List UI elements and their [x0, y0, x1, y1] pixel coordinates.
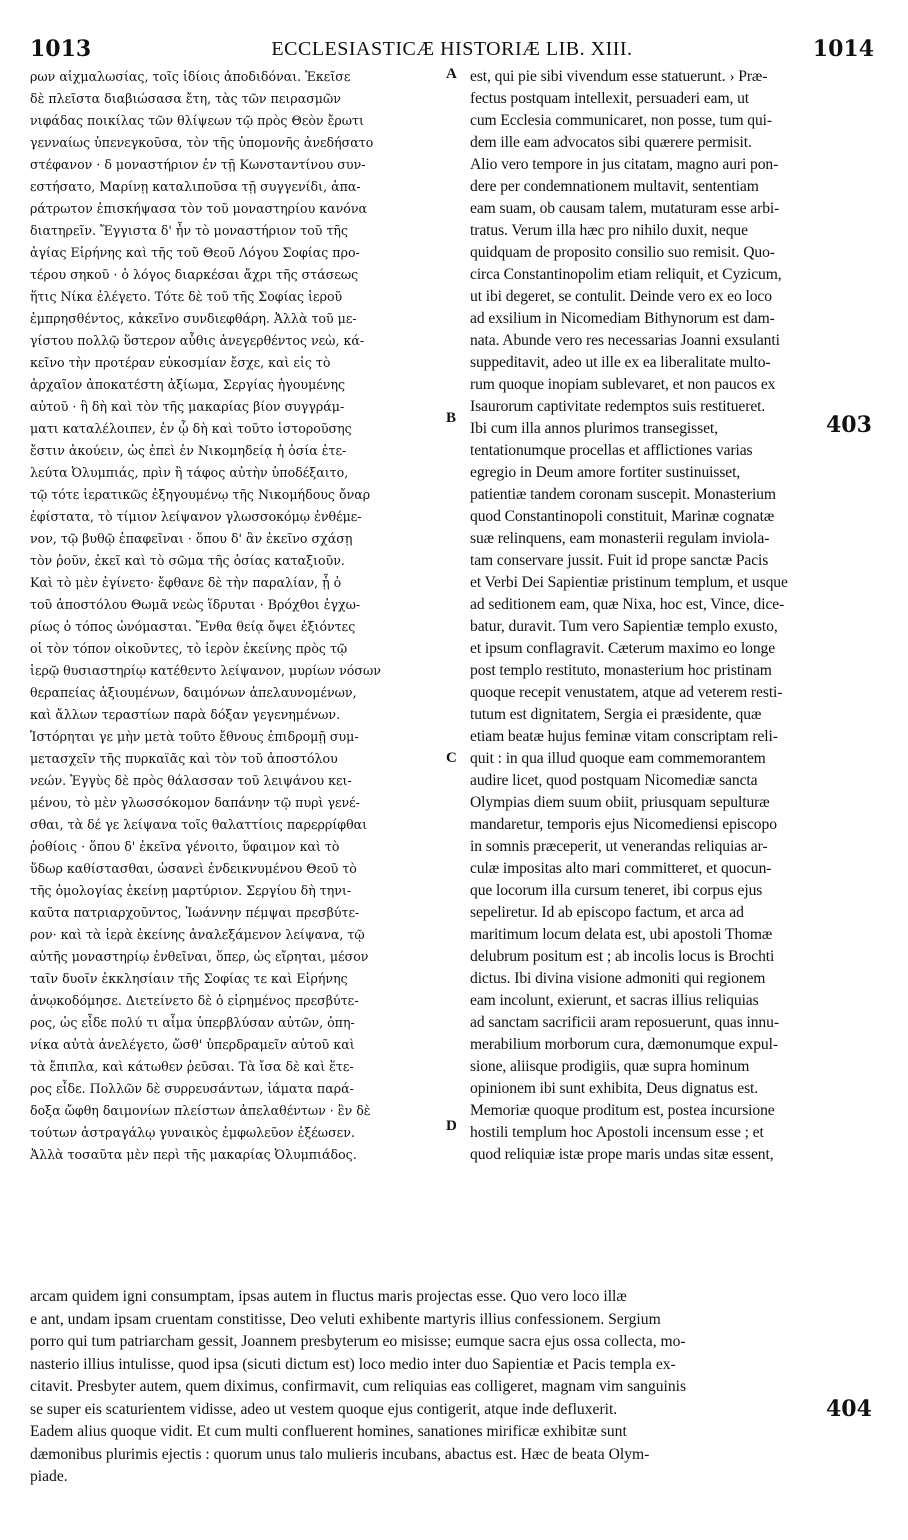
latin-text-line: eam suam, ob causam talem, mutaturam esse arbi-: [470, 200, 780, 217]
latin-text-line: tratus. Verum illa hæc pro nihilo duxit, neque: [470, 222, 748, 239]
latin-text-line: suppeditavit, adeo ut ille ex ea liberalitate multo-: [470, 354, 771, 371]
greek-text-line: ρος, ὡς εἶδε πολύ τι αἷμα ὑπερβλύσαν αὐτῶν, ὁπη-: [30, 1015, 355, 1030]
margin-marker-d: D: [446, 1118, 457, 1134]
latin-text-line: se super eis scaturientem vidisse, adeo ut vestem quoque ejus contigerit, atque inde defluxerit.: [30, 1400, 618, 1418]
latin-text-line: dem ille eam advocatos sibi quærere permisit.: [470, 134, 752, 151]
greek-text-line: λεύτα Ὀλυμπιάς, πρὶν ἢ τάφος αὐτὴν ὑποδέξαιτο,: [30, 465, 349, 480]
latin-text-line: Eadem alius quoque vidit. Et cum multi confluerent homines, sanationes mirificæ exhibitæ sunt: [30, 1423, 627, 1440]
latin-text-line: opinionem ibi sunt exhibita, Deus dignatus est.: [470, 1080, 759, 1097]
latin-column: [470, 66, 880, 1166]
latin-text-line: in somnis præceperit, ut venerandas reliquias ar-: [470, 838, 768, 855]
greek-text-line: ἐφίστατα, τὸ τίμιον λείψανον γλωσσοκόμῳ ἐνθέμε-: [30, 509, 362, 524]
greek-text-line: Ἀλλὰ τοσαῦτα μὲν περὶ τῆς μακαρίας Ὀλυμπιάδος.: [30, 1147, 357, 1162]
greek-text-line: αὐτῆς μοναστηρίῳ ἐνθεῖναι, ὅπερ, ὡς εἴρηται, μέσον: [30, 949, 369, 964]
latin-text-line: merabilium morborum cura, dæmonumque expul-: [470, 1036, 778, 1053]
latin-text-line: egregio in Deum amore fortiter sustinuisset,: [470, 464, 741, 481]
greek-text-line: τέρου σηκοῦ · ὁ λόγος διαρκέσαι ἄχρι τῆς στάσεως: [30, 267, 359, 282]
greek-text-line: νίκα αὐτὰ ἀνελέγετο, ὥσθ' ὑπερδραμεῖν αὐτοῦ καὶ: [30, 1037, 355, 1052]
greek-text-line: ράτρωτον ἐπισκήψασα τὸν τοῦ μοναστηρίου κανόνα: [30, 201, 368, 216]
greek-text-line: ῥοθίοις · ὅπου δ' ἐκεῖνα γένοιτο, ὕφαιμον καὶ τὸ: [30, 839, 340, 854]
latin-text-line: dere per condemnationem multavit, sententiam: [470, 178, 759, 195]
greek-text-line: ρος εἶδε. Πολλῶν δὲ συρρευσάντων, ἰάματα παρά-: [30, 1081, 354, 1096]
greek-text-line: ἱερῷ θυσιαστηρίῳ κατέθεντο λείψανον, μυρίων νόσων: [30, 663, 381, 678]
greek-text-line: τῷ τότε ἱερατικῶς ἐξηγουμένῳ τῆς Νικομήδους ὄναρ: [30, 487, 371, 502]
running-title: ECCLESIASTICÆ HISTORIÆ LIB. XIII.: [271, 38, 633, 60]
greek-text-line: κεῖνο τὴν προτέραν εὐκοσμίαν ἔσχε, καὶ εἰς τὸ: [30, 355, 331, 370]
greek-text-line: σθαι, τὰ δέ γε λείψανα τοῖς θαλαττίοις παρερρίφθαι: [30, 817, 368, 832]
latin-continuation: [30, 1286, 880, 1489]
latin-text-line: dictus. Ibi divina visione admoniti qui regionem: [470, 970, 766, 987]
latin-text-line: maritimum locum delata est, ubi apostoli Thomæ: [470, 926, 773, 943]
greek-text-line: τῆς ὁμολογίας ἐκείνῃ μαρτύριον. Σεργίου δὴ τηνι-: [30, 883, 352, 898]
greek-text-line: εστήσατο, Μαρίνῃ καταλιποῦσα τῇ συγγενίδι, ἀπα-: [30, 179, 361, 194]
latin-text-line: ad sanctam sacrificii aram reposuerunt, quas innu-: [470, 1014, 779, 1031]
margin-marker-a: A: [446, 66, 457, 82]
latin-text-line: Alio vero tempore in jus citatam, magno auri pon-: [470, 156, 779, 173]
section-number-403: 403: [826, 412, 872, 438]
latin-text-line: delubrum positum est ; ab incolis locus is Brochti: [470, 948, 775, 965]
greek-text-line: θεραπείας ἀξιουμένων, δαιμόνων ἀπελαυνομένων,: [30, 685, 357, 700]
latin-text-line: citavit. Presbyter autem, quem diximus, confirmavit, cum reliquias eas colligeret, magnam vim sanguinis: [30, 1378, 687, 1395]
latin-text-line: eam incolunt, exierunt, et sacras illius reliquias: [470, 992, 759, 1009]
latin-text-line: tentationumque procellas et afflictiones varias: [470, 442, 753, 459]
latin-text-line: sione, aliisque prodigiis, quæ supra hominum: [470, 1058, 750, 1075]
latin-text-line: ad exsilium in Nicomediam Bithynorum est dam-: [470, 310, 775, 327]
latin-text-line: Memoriæ quoque proditum est, postea incursione: [470, 1102, 775, 1119]
greek-text-line: Ἱστόρηται γε μὴν μετὰ τοῦτο ἔθνους ἐπιδρομῇ συμ-: [30, 729, 359, 744]
latin-text-line: Isaurorum captivitate redemptos suis restitueret.: [470, 398, 766, 415]
greek-text-line: τοῦ ἀποστόλου Θωμᾶ νεὼς ἵδρυται · Βρόχθοι ἐγχω-: [30, 597, 361, 612]
latin-text-line: est, qui pie sibi vivendum esse statuerunt. › Præ-: [470, 68, 768, 85]
greek-text-line: τὸν ῥοῦν, ἐκεῖ καὶ τὸ σῶμα τῆς ὁσίας καταξιοῦν.: [30, 553, 345, 568]
latin-text-line: ad seditionem eam, quæ Nixa, hoc est, Vince, dice-: [470, 596, 785, 613]
latin-text-line: e ant, undam ipsam cruentam constitisse, Deo veluti exhibente martyris illius confessionem. Sergium: [30, 1310, 661, 1328]
latin-text-line: nasterio illius intulisse, quod ipsa (sicuti dictum est) loco medio inter duo Sapientiæ et Pacis templa ex-: [30, 1355, 676, 1373]
greek-text-line: ρων αἰχμαλωσίας, τοῖς ἰδίοις ἀποδιδόναι. Ἐκεῖσε: [30, 69, 351, 84]
greek-text-line: αὐτοῦ · ἣ δὴ καὶ τὸν τῆς μακαρίας βίον συγγράμ-: [30, 399, 345, 414]
greek-text-line: νον, τῷ βυθῷ ἐπαφεῖναι · ὅπου δ' ἂν ἐκεῖνο σχάσῃ: [30, 531, 353, 546]
greek-text-line: ρον· καὶ τὰ ἱερὰ ἐκείνης ἀναλεξάμενον λείψανα, τῷ: [30, 927, 365, 942]
latin-text-line: cum Ecclesia communicaret, non posse, tum qui-: [470, 112, 772, 129]
greek-text-line: δοξα ὤφθη δαιμονίων πλείστων ἀπελαθέντων · ἓν δὲ: [30, 1103, 371, 1118]
greek-text-line: καῦτα πατριαρχοῦντος, Ἰωάννην πέμψαι πρεσβύτε-: [30, 905, 360, 920]
latin-text-line: etiam beatæ hujus feminæ vitam conscriptam reli-: [470, 728, 778, 745]
latin-text-line: patientiæ tandem coronam suscepit. Monasterium: [470, 486, 776, 503]
greek-text-line: ματι καταλέλοιπεν, ἐν ᾧ δὴ καὶ τοῦτο ἱστοροῦσης: [30, 421, 352, 436]
greek-text-line: ἁγίας Εἰρήνης καὶ τῆς τοῦ Θεοῦ Λόγου Σοφίας προ-: [30, 245, 360, 260]
greek-text-line: ἀρχαῖον ἀποκατέστη ἀξίωμα, Σεργίας ἡγουμένης: [30, 377, 346, 392]
running-header: [30, 36, 874, 64]
page-number-left: 1013: [30, 36, 92, 62]
latin-text-line: audire licet, quod postquam Nicomediæ sancta: [470, 772, 758, 789]
greek-text-line: οἱ τὸν τόπον οἰκοῦντες, τὸ ἱερὸν ἐκείνης πρὸς τῷ: [30, 641, 348, 656]
margin-marker-c: C: [446, 750, 457, 766]
latin-text-line: quod Constantinopoli constituit, Marinæ cognatæ: [470, 508, 775, 525]
latin-text-line: porro qui tum patriarcham gessit, Joannem presbyterum eo misisse; eumque sacra ejus ossa collecta, mo-: [30, 1333, 686, 1350]
latin-text-line: quod reliquiæ istæ prope maris undas sitæ essent,: [470, 1146, 774, 1163]
greek-text-line: νιφάδας ποικίλας τῶν θλίψεων τῷ πρὸς Θεὸν ἔρωτι: [30, 113, 364, 128]
latin-text-line: arcam quidem igni consumptam, ipsas autem in fluctus maris projectas esse. Quo vero loco illæ: [30, 1288, 627, 1305]
latin-text-line: post templo restituto, monasterium hoc pristinam: [470, 662, 772, 679]
greek-text-line: μετασχεῖν τῆς πυρκαϊᾶς καὶ τὸν τοῦ ἀποστόλου: [30, 751, 338, 766]
latin-text-line: piade.: [30, 1468, 68, 1485]
page-number-right: 1014: [812, 36, 874, 62]
greek-text-line: ρίως ὁ τόπος ὠνόμασται. Ἔνθα θείᾳ ὄψει ἐξιόντες: [30, 619, 356, 634]
greek-text-line: καὶ ἄλλων τεραστίων παρὰ δόξαν γεγενημένων.: [30, 707, 341, 722]
greek-text-line: ἀνῳκοδόμησε. Διετείνετο δὲ ὁ εἰρημένος πρεσβύτε-: [30, 993, 359, 1008]
greek-text-line: διατηρεῖν. Ἔγγιστα δ' ἦν τὸ μοναστήριον τοῦ τῆς: [30, 223, 349, 238]
greek-text-line: τούτων ἀστραγάλῳ γυναικὸς ἐμφωλεῦον ἐξέωσεν.: [30, 1125, 355, 1140]
latin-text-line: tam conservare jussit. Fuit id prope sanctæ Pacis: [470, 552, 769, 569]
greek-text-line: νεών. Ἐγγὺς δὲ πρὸς θάλασσαν τοῦ λειψάνου κει-: [30, 773, 352, 788]
greek-text-line: Καὶ τὸ μὲν ἐγίνετο· ἔφθανε δὲ τὴν παραλίαν, ᾗ ὁ: [30, 575, 342, 590]
greek-text-line: ἔστιν ἀκούειν, ὡς ἐπεὶ ἐν Νικομηδείᾳ ἡ ὁσία ἐτε-: [30, 443, 347, 458]
latin-text-line: hostili templum hoc Apostoli incensum esse ; et: [470, 1124, 764, 1141]
greek-text-line: μένου, τὸ μὲν γλωσσόκομον δαπάνην τῷ πυρὶ γενέ-: [30, 795, 360, 810]
latin-text-line: rum quoque inopiam sublevaret, et non paucos ex: [470, 376, 776, 393]
margin-marker-b: B: [446, 410, 457, 426]
latin-text-line: et ipsum conflagravit. Cæterum maximo eo longe: [470, 640, 776, 657]
latin-text-line: nata. Abunde vero res necessarias Joanni exsulanti: [470, 332, 780, 349]
latin-text-line: dæmonibus plurimis ejectis : quorum unus talo mulieris incubans, abactus est. Hæc de beata Olym-: [30, 1445, 650, 1463]
latin-text-line: Olympias diem suum obiit, priusquam sepulturæ: [470, 794, 770, 811]
greek-column: [30, 66, 430, 1166]
latin-text-line: mandaretur, temporis ejus Nicomediensi episcopo: [470, 816, 777, 833]
latin-text-line: culæ impositas alto mari committeret, et quocun-: [470, 860, 772, 877]
latin-text-line: Ibi cum illa annos plurimos transegisset,: [470, 420, 718, 437]
latin-text-line: et Verbi Dei Sapientiæ pristinum templum, et usque: [470, 574, 788, 591]
greek-text-line: γίστου πολλῷ ὕστερον αὖθις ἀνεγερθέντος νεὼ, κά-: [30, 333, 365, 348]
latin-text-line: quidquam de proposito consilio suo remisit. Quo-: [470, 244, 775, 261]
greek-text-line: ἥτις Νίκα ἐλέγετο. Τότε δὲ τοῦ τῆς Σοφίας ἱεροῦ: [30, 289, 343, 304]
section-number-404: 404: [826, 1396, 872, 1422]
latin-text-line: batur, duravit. Tum vero Sapientiæ templo exusto,: [470, 618, 778, 635]
latin-text-line: que locorum illa cursum teneret, ibi corpus ejus: [470, 882, 763, 899]
latin-text-line: fectus postquam intellexit, persuaderi eam, ut: [470, 90, 750, 107]
latin-text-line: quoque recepit venustatem, atque ad veterem resti-: [470, 684, 783, 701]
latin-text-line: sepeliretur. Id ab episcopo factum, et arca ad: [470, 904, 744, 921]
latin-text-line: suæ relinquens, eam monasterii regulam inviola-: [470, 530, 770, 547]
latin-text-line: quit : in qua illud quoque eam commemorantem: [470, 750, 766, 767]
greek-text-line: ἐμπρησθέντος, κἀκεῖνο συνδιεφθάρη. Ἀλλὰ τοῦ με-: [30, 311, 357, 326]
greek-text-line: τὰ ἔπιπλα, καὶ κάτωθεν ῥεῦσαι. Τὰ ἴσα δὲ καὶ ἕτε-: [30, 1059, 354, 1074]
greek-text-line: στέφανον · δ μοναστήριον ἐν τῇ Κωνσταντίνου συν-: [30, 157, 366, 172]
latin-text-line: ut ibi degeret, se contulit. Deinde vero ex eo loco: [470, 288, 772, 305]
greek-text-line: γενναίως ὑπενεγκοῦσα, τὸν τῆς ὑπομονῆς ἀνεδήσατο: [30, 135, 374, 150]
greek-text-line: ταῖν δυοῖν ἐκκλησίαιν τῆς Σοφίας τε καὶ Εἰρήνης: [30, 971, 348, 986]
latin-text-line: circa Constantinopolim etiam reliquit, et Cyzicum,: [470, 266, 782, 283]
greek-text-line: ὕδωρ καθίστασθαι, ὡσανεὶ ἐνδεικνυμένου Θεοῦ τὸ: [30, 861, 357, 876]
greek-text-line: δὲ πλεῖστα διαβιώσασα ἔτη, τὰς τῶν πειρασμῶν: [30, 91, 341, 106]
latin-text-line: tutum est dignitatem, Sergia ei præsidente, quæ: [470, 706, 762, 723]
